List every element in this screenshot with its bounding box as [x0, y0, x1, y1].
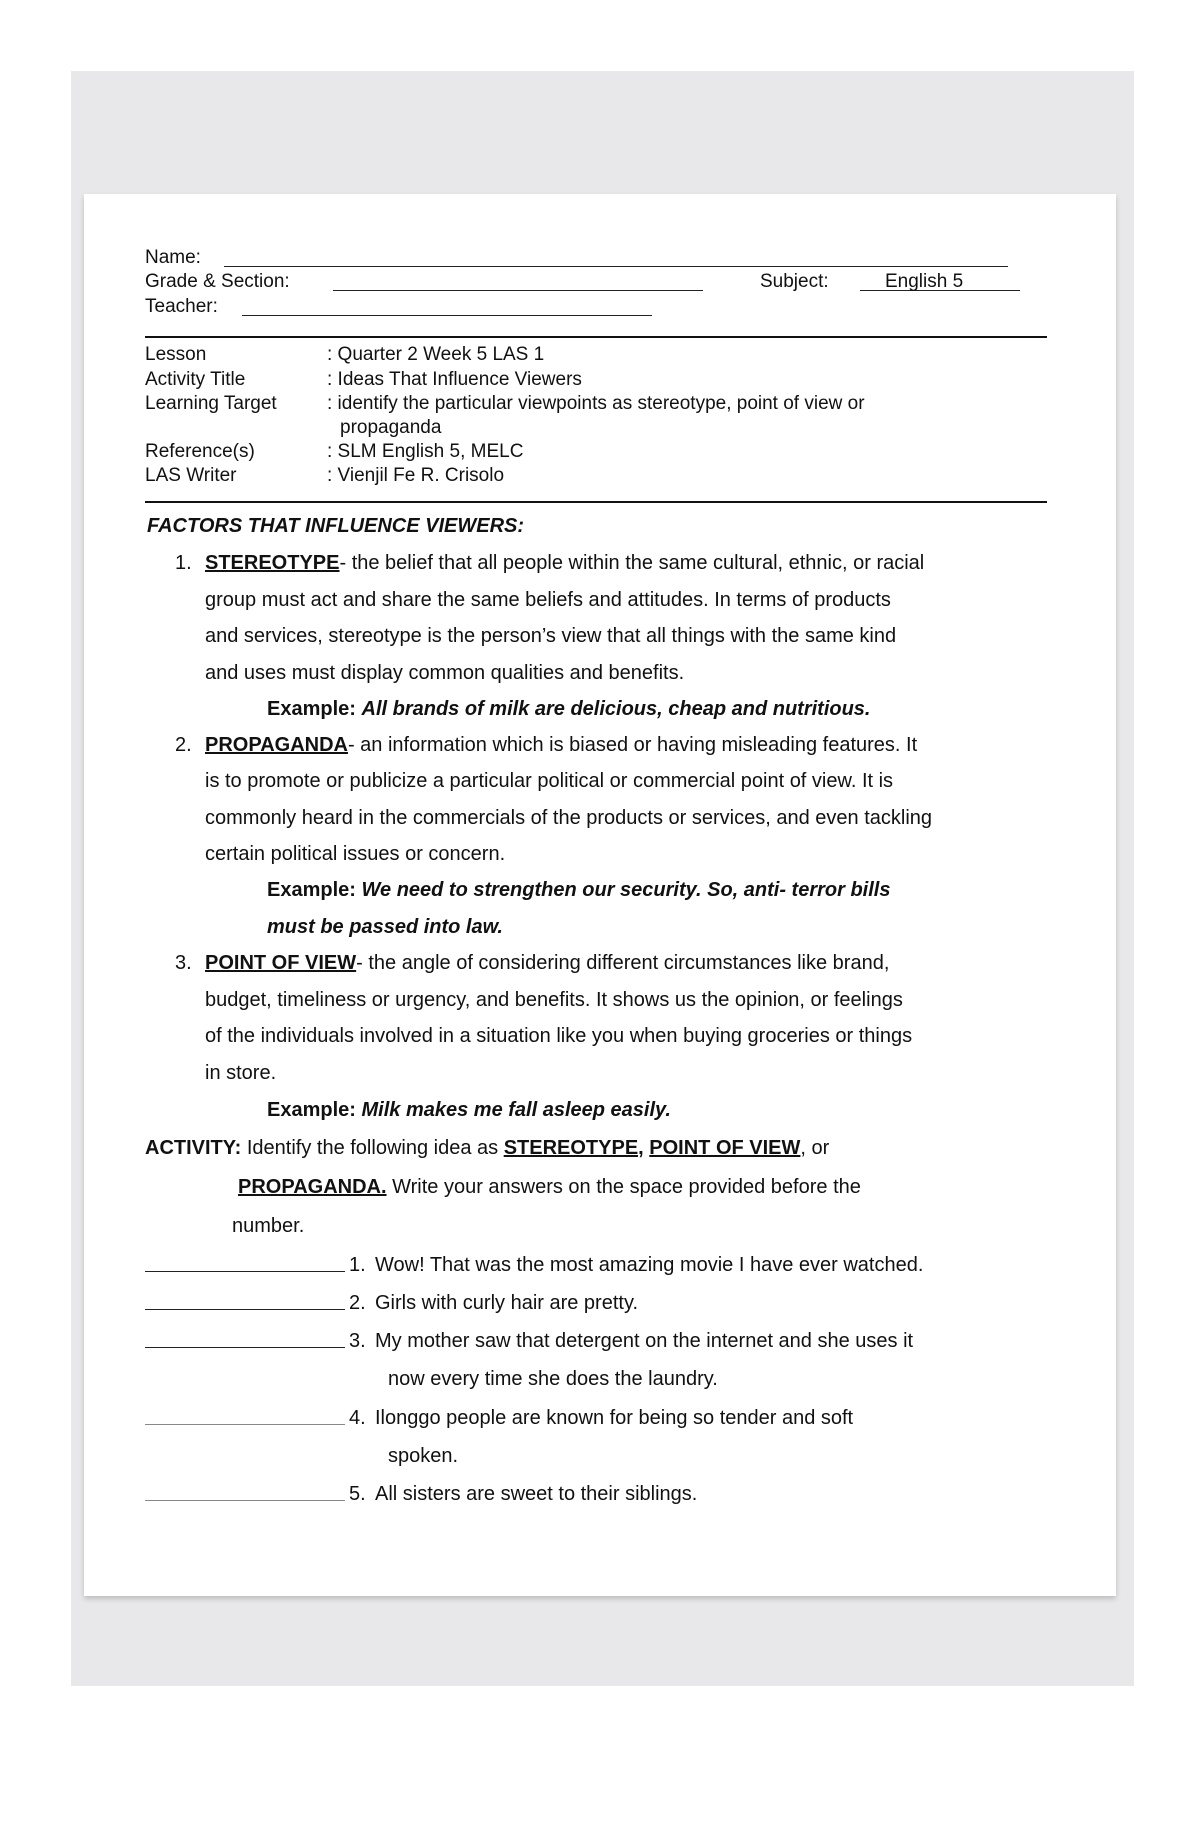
activity-text: Write your answers on the space provided before the [386, 1176, 861, 1198]
factor-definition: - an information which is biased or having misleading features. It [347, 734, 918, 756]
factor-definition: - the belief that all people within the same cultural, ethnic, or racial [339, 552, 925, 574]
factor-number: 3. [175, 952, 192, 974]
activity-title-value: : Ideas That Influence Viewers [327, 369, 582, 390]
factor-line: and uses must display common qualities and benefits. [205, 662, 685, 684]
item-number: 2. [349, 1292, 366, 1314]
lesson-value: : Quarter 2 Week 5 LAS 1 [327, 344, 545, 365]
learning-target-label: Learning Target [145, 393, 277, 414]
answer-blank-3[interactable] [145, 1347, 345, 1348]
factor-term-point-of-view: POINT OF VIEW [205, 952, 357, 974]
item-text: Ilonggo people are known for being so tender and soft [375, 1407, 854, 1429]
example-line [267, 696, 870, 722]
subject-label: Subject: [760, 271, 829, 292]
activity-instruction-cont [238, 1174, 861, 1200]
factor-line [205, 732, 917, 758]
example-text: All brands of milk are delicious, cheap and nutritious. [361, 698, 871, 720]
activity-term-point-of-view: POINT OF VIEW [649, 1137, 801, 1159]
factor-line: certain political issues or concern. [205, 843, 506, 865]
item-text: My mother saw that detergent on the internet and she uses it [375, 1330, 914, 1352]
item-text-cont: now every time she does the laundry. [388, 1368, 718, 1390]
name-blank [224, 266, 1008, 267]
factor-term-stereotype: STEREOTYPE [205, 552, 340, 574]
factor-definition: - the angle of considering different circumstances like brand, [356, 952, 890, 974]
factor-term-propaganda: PROPAGANDA [205, 734, 348, 756]
factor-line: group must act and share the same beliefs and attitudes. In terms of products [205, 589, 891, 611]
header-divider [145, 336, 1047, 338]
example-label: Example: [267, 698, 356, 720]
activity-label: ACTIVITY: [145, 1137, 242, 1159]
references-label: Reference(s) [145, 441, 255, 462]
example-line [267, 877, 890, 903]
example-label: Example: [267, 1099, 356, 1121]
example-text: must be passed into law. [267, 916, 503, 938]
lesson-divider [145, 501, 1047, 503]
factor-line [205, 950, 889, 976]
example-text: Milk makes me fall asleep easily. [361, 1099, 671, 1121]
answer-blank-2[interactable] [145, 1309, 345, 1310]
factor-number: 1. [175, 552, 192, 574]
item-text-cont: spoken. [388, 1445, 459, 1467]
factors-heading: FACTORS THAT INFLUENCE VIEWERS: [147, 515, 525, 537]
lesson-label: Lesson [145, 344, 207, 365]
activity-text: , or [800, 1137, 830, 1159]
factor-line [205, 550, 924, 576]
grade-section-label: Grade & Section: [145, 271, 290, 292]
item-number: 1. [349, 1254, 366, 1276]
activity-term-propaganda: PROPAGANDA. [238, 1176, 387, 1198]
item-number: 3. [349, 1330, 366, 1352]
activity-instruction-end: number. [232, 1215, 305, 1237]
example-line [267, 1097, 671, 1123]
item-text: Wow! That was the most amazing movie I have ever watched. [375, 1254, 924, 1276]
item-text: All sisters are sweet to their siblings. [375, 1483, 698, 1505]
references-value: : SLM English 5, MELC [327, 441, 524, 462]
item-text: Girls with curly hair are pretty. [375, 1292, 639, 1314]
activity-text: Identify the following idea as [241, 1137, 504, 1159]
learning-target-value-cont: propaganda [340, 417, 442, 438]
factor-number: 2. [175, 734, 192, 756]
subject-value: English 5 [885, 271, 964, 292]
las-writer-label: LAS Writer [145, 465, 237, 486]
factor-line: and services, stereotype is the person’s view that all things with the same kind [205, 625, 897, 647]
factor-line: in store. [205, 1062, 277, 1084]
answer-blank-1[interactable] [145, 1271, 345, 1272]
grade-section-blank [333, 290, 703, 291]
item-number: 5. [349, 1483, 366, 1505]
teacher-label: Teacher: [145, 296, 218, 317]
item-number: 4. [349, 1407, 366, 1429]
factor-line: commonly heard in the commercials of the products or services, and even tackling [205, 807, 933, 829]
learning-target-value: : identify the particular viewpoints as stereotype, point of view or [327, 393, 865, 414]
example-text: We need to strengthen our security. So, anti- terror bills [361, 879, 891, 901]
activity-title-label: Activity Title [145, 369, 246, 390]
answer-blank-5[interactable] [145, 1500, 345, 1501]
las-writer-value: : Vienjil Fe R. Crisolo [327, 465, 505, 486]
teacher-blank [242, 315, 652, 316]
name-label: Name: [145, 247, 201, 268]
activity-term-stereotype: STEREOTYPE, [503, 1137, 644, 1159]
factor-line: of the individuals involved in a situation like you when buying groceries or things [205, 1025, 913, 1047]
answer-blank-4[interactable] [145, 1424, 345, 1425]
example-label: Example: [267, 879, 356, 901]
activity-instruction [145, 1135, 829, 1161]
factor-line: is to promote or publicize a particular political or commercial point of view. It is [205, 770, 894, 792]
factor-line: budget, timeliness or urgency, and benefits. It shows us the opinion, or feelings [205, 989, 903, 1011]
